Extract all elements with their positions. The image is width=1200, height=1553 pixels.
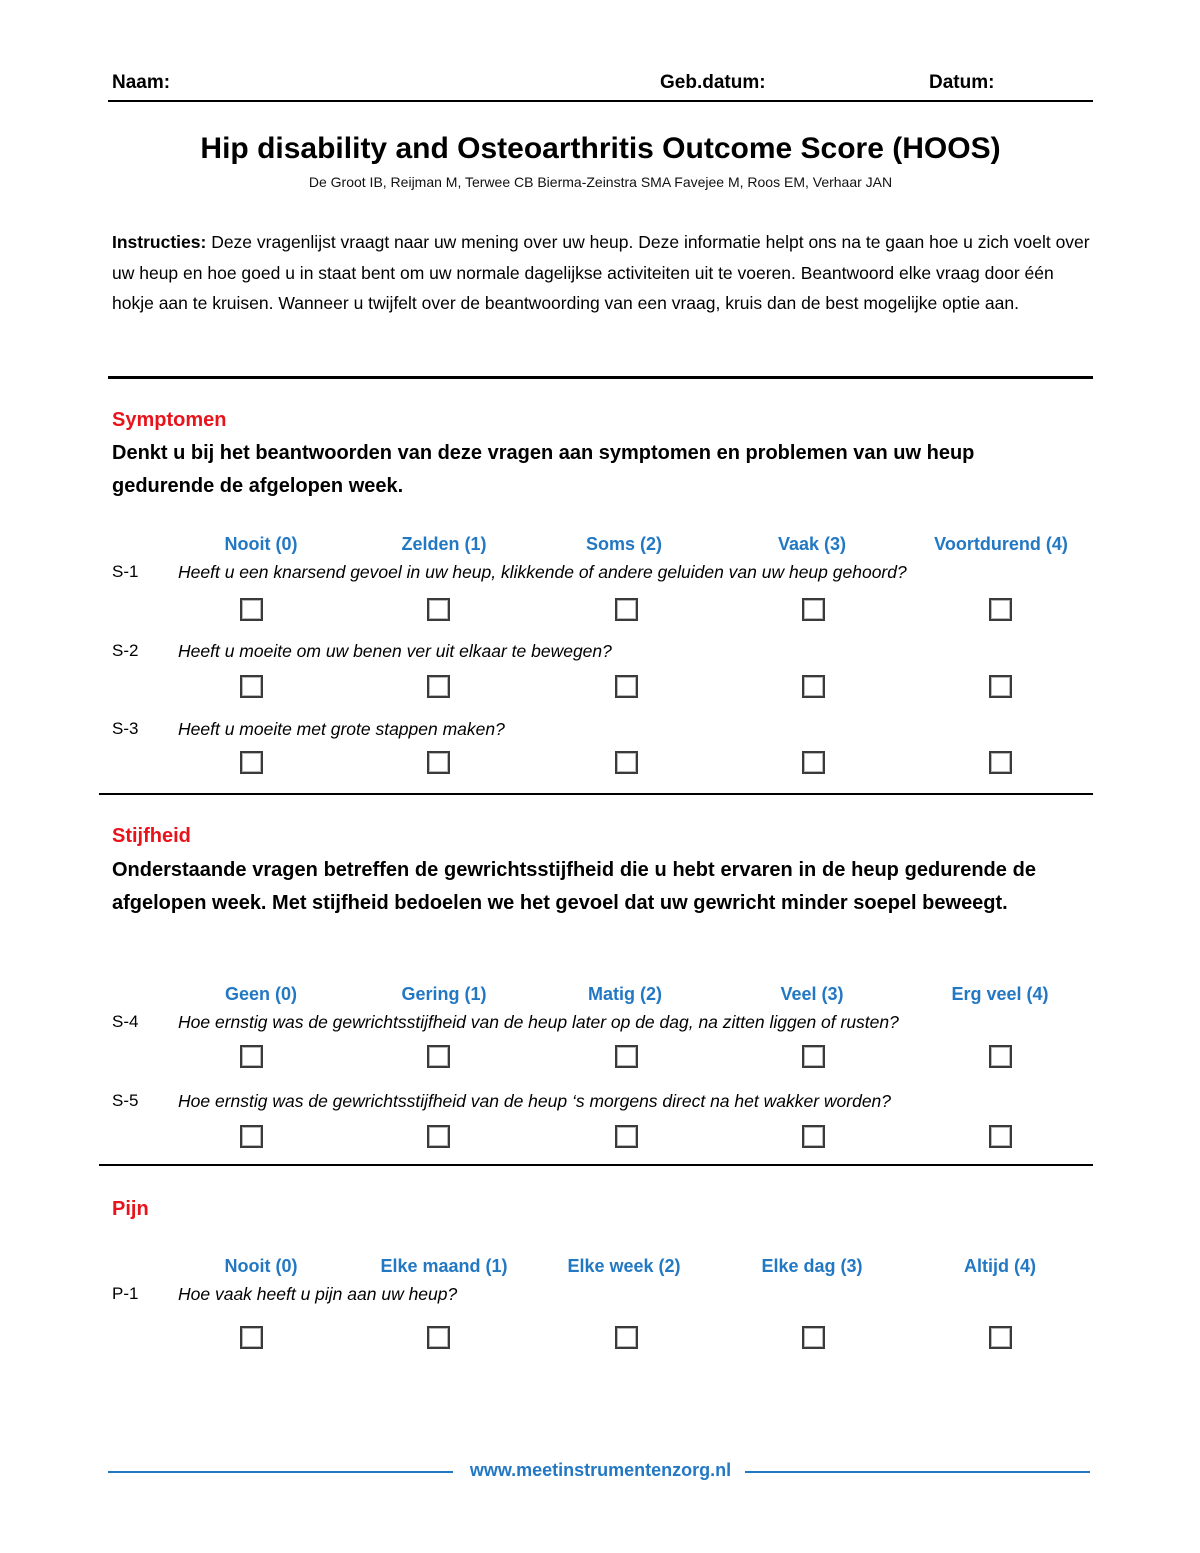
option-label: Vaak (3) xyxy=(777,534,847,554)
answer-checkbox[interactable] xyxy=(802,1125,825,1148)
answer-checkbox[interactable] xyxy=(989,751,1012,774)
option-label: Altijd (4) xyxy=(964,1256,1036,1276)
section-title-symptoms: Symptomen xyxy=(112,409,227,431)
answer-checkbox[interactable] xyxy=(427,675,450,698)
page-title: Hip disability and Osteoarthritis Outcome Score (HOOS) xyxy=(200,132,1001,165)
date-label: Datum: xyxy=(929,72,995,93)
question-code: S-5 xyxy=(112,1091,139,1110)
option-label: Veel (3) xyxy=(780,984,844,1004)
answer-checkbox[interactable] xyxy=(802,751,825,774)
question-code: S-1 xyxy=(112,562,139,581)
name-label: Naam: xyxy=(112,72,171,93)
option-label: Nooit (0) xyxy=(224,1256,298,1276)
dob-label: Geb.datum: xyxy=(660,72,766,93)
answer-checkbox[interactable] xyxy=(240,751,263,774)
answer-checkbox[interactable] xyxy=(427,751,450,774)
answer-checkbox[interactable] xyxy=(240,1326,263,1349)
answer-checkbox[interactable] xyxy=(427,1326,450,1349)
answer-checkbox[interactable] xyxy=(240,1125,263,1148)
question-text: Hoe ernstig was de gewrichtsstijfheid van de heup later op de dag, na zitten liggen of rusten? xyxy=(178,1012,899,1032)
option-label: Nooit (0) xyxy=(224,534,298,554)
section-intro-symptoms: Denkt u bij het beantwoorden van deze vragen aan symptomen en problemen van uw heup gedurende de afgelopen week. xyxy=(112,442,975,497)
section-title-pain: Pijn xyxy=(112,1198,149,1220)
section-divider xyxy=(99,793,1093,795)
question-text: Heeft u een knarsend gevoel in uw heup, klikkende of andere geluiden van uw heup gehoord? xyxy=(178,562,907,582)
answer-checkbox[interactable] xyxy=(615,751,638,774)
answer-checkbox[interactable] xyxy=(427,1125,450,1148)
intro-text: Onderstaande vragen betreffen de xyxy=(112,859,445,881)
answer-checkbox[interactable] xyxy=(427,1045,450,1068)
option-label: Zelden (1) xyxy=(401,534,487,554)
answer-checkbox[interactable] xyxy=(615,1326,638,1349)
answer-checkbox[interactable] xyxy=(802,598,825,621)
answer-checkbox[interactable] xyxy=(989,675,1012,698)
authors: De Groot IB, Reijman M, Terwee CB Bierma-Zeinstra SMA Favejee M, Roos EM, Verhaar JAN xyxy=(308,174,893,190)
question-code: P-1 xyxy=(112,1284,139,1303)
answer-checkbox[interactable] xyxy=(240,598,263,621)
option-label: Gering (1) xyxy=(401,984,487,1004)
section-divider xyxy=(99,1164,1093,1166)
option-label: Elke dag (3) xyxy=(761,1256,863,1276)
option-label: Erg veel (4) xyxy=(951,984,1049,1004)
option-label: Geen (0) xyxy=(224,984,298,1004)
section-divider xyxy=(108,376,1093,379)
question-code: S-3 xyxy=(112,719,139,738)
answer-checkbox[interactable] xyxy=(989,1326,1012,1349)
section-title-stiffness: Stijfheid xyxy=(112,825,191,847)
answer-checkbox[interactable] xyxy=(802,1045,825,1068)
answer-checkbox[interactable] xyxy=(615,675,638,698)
answer-checkbox[interactable] xyxy=(240,1045,263,1068)
answer-checkbox[interactable] xyxy=(802,675,825,698)
section-intro-stiffness xyxy=(112,854,1036,920)
question-text: Hoe vaak heeft u pijn aan uw heup? xyxy=(178,1284,458,1304)
option-label: Matig (2) xyxy=(588,984,662,1004)
answer-checkbox[interactable] xyxy=(989,1125,1012,1148)
instructions-label: Instructies: xyxy=(112,232,207,252)
question-text: Hoe ernstig was de gewrichtsstijfheid van de heup ‘s morgens direct na het wakker worden? xyxy=(178,1091,892,1111)
answer-checkbox[interactable] xyxy=(240,675,263,698)
question-code: S-4 xyxy=(112,1012,139,1031)
footer-link[interactable]: www.meetinstrumentenzorg.nl xyxy=(466,1460,735,1480)
option-label: Elke week (2) xyxy=(567,1256,681,1276)
answer-checkbox[interactable] xyxy=(615,1125,638,1148)
option-label: Voortdurend (4) xyxy=(934,534,1068,554)
answer-checkbox[interactable] xyxy=(427,598,450,621)
answer-checkbox[interactable] xyxy=(989,1045,1012,1068)
intro-text: die u hebt ervaren in de heup gedurende de afgelopen week. Met stijfheid bedoelen we het gevoel dat uw gewricht minder soepel beweegt. xyxy=(112,859,1037,914)
answer-checkbox[interactable] xyxy=(615,598,638,621)
instructions-text: Deze vragenlijst vraagt naar uw mening over uw heup. Deze informatie helpt ons na te gaan hoe u zich voelt over uw heup en hoe goed u in staat bent om uw normale dagelijkse activiteiten uit te voeren. Beantwoord elke vraag door één hokje aan te kruisen. Wanneer u twijfelt over de beantwoording van een vraag, kruis dan de best mogelijke optie aan. xyxy=(112,232,1090,313)
option-label: Soms (2) xyxy=(585,534,663,554)
question-text: Heeft u moeite met grote stappen maken? xyxy=(178,719,505,739)
question-code: S-2 xyxy=(112,641,139,660)
instructions xyxy=(112,227,1092,319)
intro-emphasis: gewrichtsstijfheid xyxy=(444,859,615,881)
header-rule xyxy=(108,100,1093,102)
option-label: Elke maand (1) xyxy=(380,1256,508,1276)
question-text: Heeft u moeite om uw benen ver uit elkaar te bewegen? xyxy=(178,641,612,661)
footer xyxy=(108,1460,1093,1481)
answer-checkbox[interactable] xyxy=(802,1326,825,1349)
answer-checkbox[interactable] xyxy=(989,598,1012,621)
answer-checkbox[interactable] xyxy=(615,1045,638,1068)
